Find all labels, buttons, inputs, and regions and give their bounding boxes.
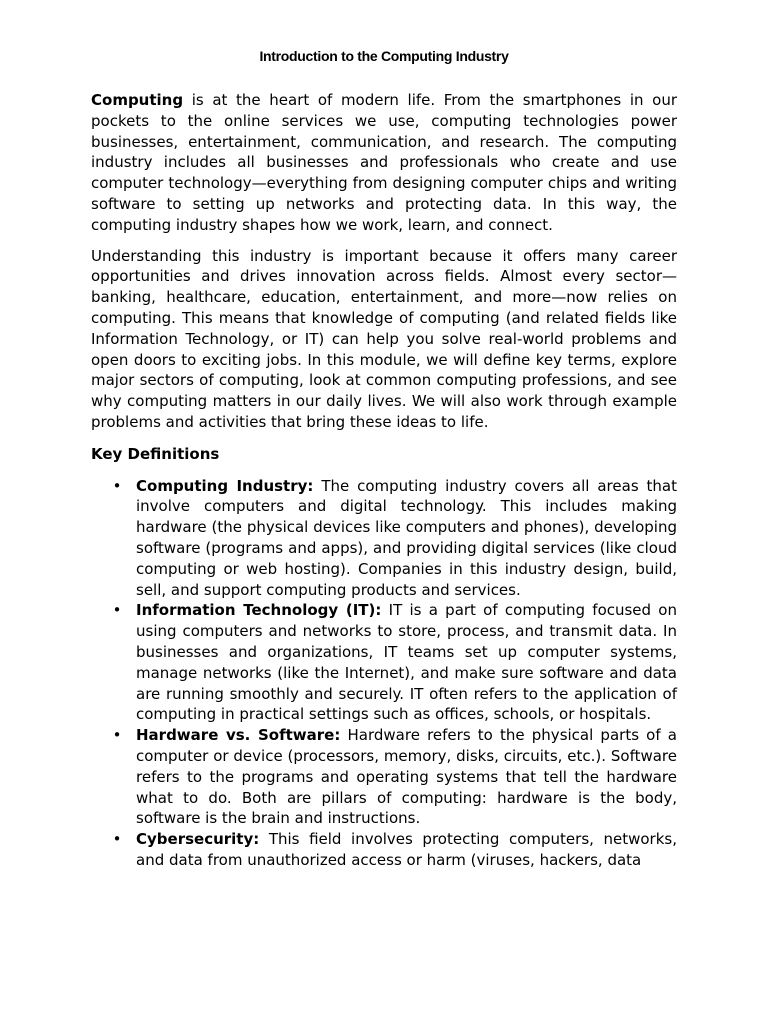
intro-paragraph	[91, 90, 677, 236]
bullet-icon: •	[112, 476, 122, 495]
bullet-icon: •	[112, 830, 122, 849]
document-title: Introduction to the Computing Industry	[259, 48, 509, 64]
definition-item-computing-industry	[91, 476, 677, 601]
intro-lead-term: Computing	[91, 91, 184, 109]
definition-term: Cybersecurity:	[136, 830, 260, 849]
definition-text: IT is a part of computing focused on using computers and networks to store, process, and transmit data. In businesses and organizations, IT teams set up computer systems, manage networks (like the Internet), and make sure software and data are running smoothly and securely. IT often refers to the application of computing in practical settings such as offices, schools, or hospitals.	[136, 601, 677, 724]
importance-paragraph: Understanding this industry is important because it offers many career opportunities and drives innovation across fields. Almost every sector—banking, healthcare, education, entertainment, and more—now relies on computing. This means that knowledge of computing (and related fields like Information Technology, or IT) can help you solve real-world problems and open doors to exciting jobs. In this module, we will define key terms, explore major sectors of computing, look at common computing professions, and see why computing matters in our daily lives. We will also work through example problems and activities that bring these ideas to life.	[91, 246, 677, 431]
definition-text: The computing industry covers all areas that involve computers and digital technology. This includes making hardware (the physical devices like computers and phones), developing software (programs and apps), and providing digital services (like cloud computing or web hosting). Companies in this industry design, build, sell, and support computing products and services.	[136, 476, 678, 599]
definition-text: This field involves protecting computers, networks, and data from unauthorized access or harm (viruses, hackers, data	[136, 830, 677, 869]
definition-text: Hardware refers to the physical parts of a computer or device (processors, memory, disks, circuits, etc.). Software refers to the programs and operating systems that tell the hardware what to do. Both are pillars of computing: hardware is the body, software is the brain and instructions.	[136, 726, 677, 828]
definitions-list	[91, 476, 677, 871]
definition-term: Information Technology (IT):	[136, 601, 382, 620]
bullet-icon: •	[112, 601, 122, 620]
definition-term: Hardware vs. Software:	[136, 726, 341, 745]
definition-item-information-technology	[91, 600, 677, 725]
definition-item-cybersecurity	[91, 829, 677, 871]
document-page	[91, 0, 677, 871]
intro-text: is at the heart of modern life. From the smartphones in our pockets to the online services we use, computing technologies power businesses, entertainment, communication, and research. The computing industry includes all businesses and professionals who create and use computer technology—everything from designing computer chips and writing software to setting up networks and protecting data. In this way, the computing industry shapes how we work, learn, and connect.	[91, 91, 677, 234]
key-definitions-heading: Key Definitions	[91, 444, 220, 463]
bullet-icon: •	[112, 726, 122, 745]
definition-term: Computing Industry:	[136, 476, 314, 495]
definition-item-hardware-vs-software	[91, 725, 677, 829]
